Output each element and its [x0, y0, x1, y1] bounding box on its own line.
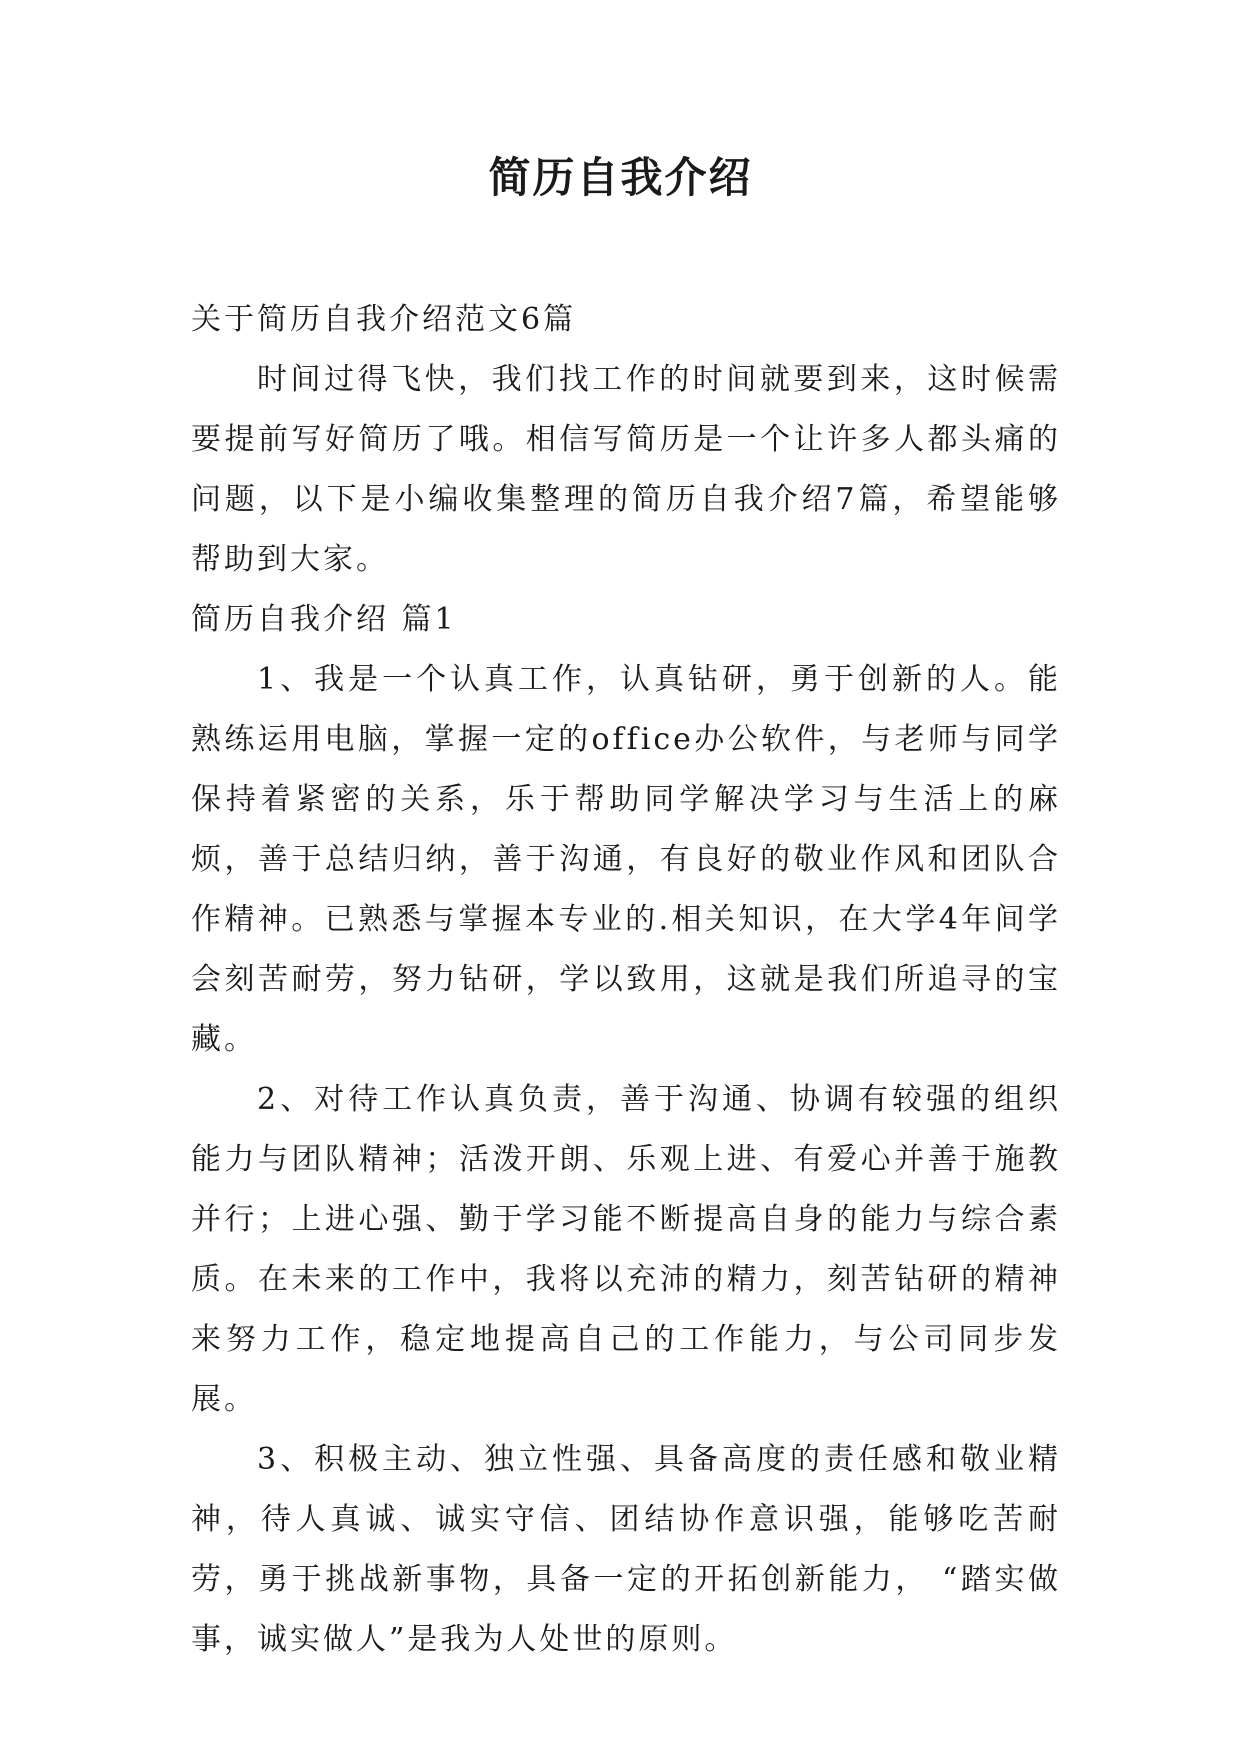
document-subtitle: 关于简历自我介绍范文6篇 [191, 302, 577, 337]
body-paragraph: 1、我是一个认真工作，认真钻研，勇于创新的人。能熟练运用电脑，掌握一定的office办公软件，与老师与同学保持着紧密的关系，乐于帮助同学解决学习与生活上的麻烦，善于总结归纳，善于沟通，有良好的敬业作风和团队合作精神。已熟悉与掌握本专业的.相关知识，在大学4年间学会刻苦耐劳，努力钻研，学以致用，这就是我们所追寻的宝藏。 [191, 662, 1061, 1057]
body-paragraph: 2、对待工作认真负责，善于沟通、协调有较强的组织能力与团队精神；活泼开朗、乐观上进、有爱心并善于施教并行；上进心强、勤于学习能不断提高自身的能力与综合素质。在未来的工作中，我将以充沛的精力，刻苦钻研的精神来努力工作，稳定地提高自己的工作能力，与公司同步发展。 [191, 1082, 1061, 1417]
body-paragraph: 3、积极主动、独立性强、具备高度的责任感和敬业精神，待人真诚、诚实守信、团结协作意识强，能够吃苦耐劳，勇于挑战新事物，具备一定的开拓创新能力， “踏实做事，诚实做人”是我为人处世的原则。 [191, 1442, 1061, 1657]
document-body [191, 290, 1061, 1670]
document-title: 简历自我介绍 [488, 153, 753, 202]
intro-paragraph: 时间过得飞快，我们找工作的时间就要到来，这时候需要提前写好简历了哦。相信写简历是一个让许多人都头痛的问题，以下是小编收集整理的简历自我介绍7篇，希望能够帮助到大家。 [191, 362, 1061, 577]
section-heading: 简历自我介绍 篇1 [191, 602, 457, 637]
